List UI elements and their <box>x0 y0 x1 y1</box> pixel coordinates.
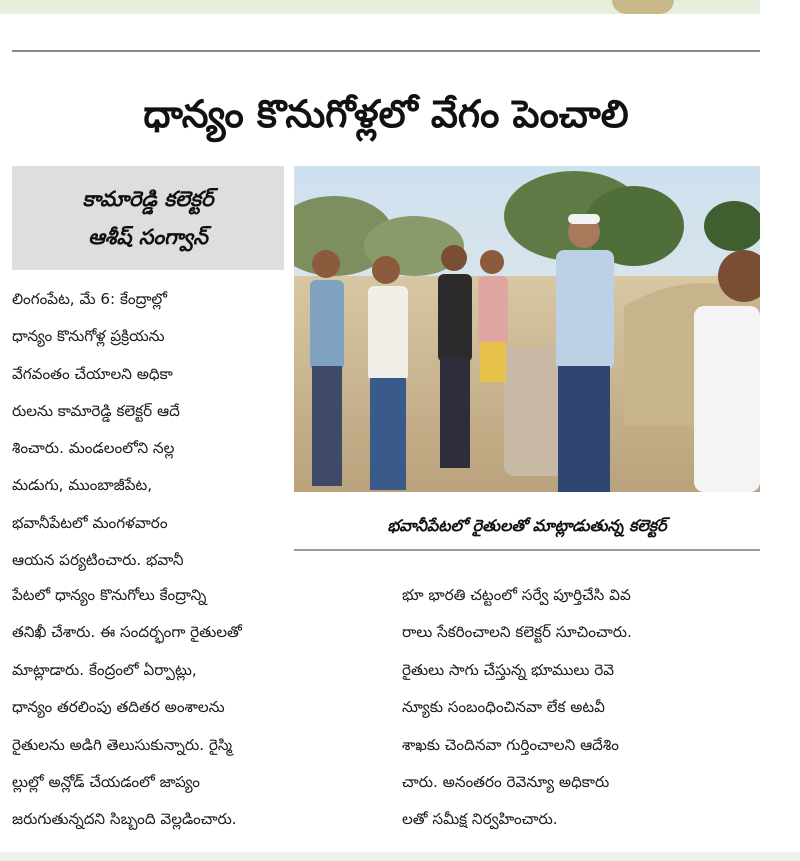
text-line: భవానీపేటలో మంగళవారం <box>12 513 168 532</box>
photo-caption: భవానీపేటలో రైతులతో మాట్లాడుతున్న కలెక్టర్ <box>387 516 667 535</box>
subheading-line-2: ఆశీష్ సంగ్వాన్ <box>88 225 208 249</box>
article-column-2 <box>12 577 384 839</box>
text-line: లతో సమీక్ష నిర్వహించారు. <box>402 810 558 829</box>
article-column-3 <box>402 577 760 839</box>
next-article-strip <box>0 852 800 861</box>
text-line: మడుగు, ముంబాజీపేట, <box>12 476 153 495</box>
article-column-1 <box>12 281 284 579</box>
text-line: ధాన్యం తరలింపు తదితర అంశాలను <box>12 698 225 717</box>
previous-article-strip <box>0 0 760 14</box>
text-line: భూ భారతి చట్టంలో సర్వే పూర్తిచేసి వివ <box>402 586 631 604</box>
text-line: చారు. అనంతరం రెవెన్యూ అధికారు <box>402 773 610 792</box>
text-line: వేగవంతం చేయాలని అధికా <box>12 364 173 383</box>
text-line: రైతులను అడిగి తెలుసుకున్నారు. రైస్మి <box>12 735 233 754</box>
caption-underline <box>294 549 760 551</box>
text-line: పేటలో ధాన్యం కొనుగోలు కేంద్రాన్ని <box>12 586 207 604</box>
article-headline: ధాన్యం కొనుగోళ్లలో వేగం పెంచాలి <box>143 92 629 136</box>
text-line: లింగంపేట, మే 6: కేంద్రాల్లో <box>12 290 167 308</box>
text-line: ధాన్యం కొనుగోళ్ల ప్రక్రియను <box>12 327 165 346</box>
article-subheading-box <box>12 166 284 270</box>
text-line: న్యూకు సంబంధించినవా లేక అటవీ <box>402 698 605 717</box>
text-line: తనిఖీ చేశారు. ఈ సందర్భంగా రైతులతో <box>12 623 242 642</box>
section-divider <box>12 50 760 52</box>
text-line: మాట్లాడారు. కేంద్రంలో ఏర్పాట్లు, <box>12 660 197 679</box>
text-line: రాలు సేకరించాలని కలెక్టర్ సూచించారు. <box>402 623 632 642</box>
previous-article-image-fragment <box>612 0 674 14</box>
text-line: రైతులు సాగు చేస్తున్న భూములు రెవె <box>402 660 615 679</box>
text-line: శాఖకు చెందినవా గుర్తించాలని ఆదేశిం <box>402 735 619 754</box>
text-line: రులను కామారెడ్డి కలెక్టర్ ఆదే <box>12 401 180 420</box>
text-line: శించారు. మండలంలోని నల్ల <box>12 439 175 458</box>
article-photo <box>294 166 760 492</box>
subheading-line-1: కామారెడ్డి కలెక్టర్ <box>82 187 214 211</box>
text-line: ల్లుల్లో అన్లోడ్ చేయడంలో జాప్యం <box>12 773 200 792</box>
text-line: ఆయన పర్యటించారు. భవానీ <box>12 551 184 570</box>
text-line: జరుగుతున్నదని సిబ్బంది వెల్లడించారు. <box>12 810 237 829</box>
photo-collector-with-farmers <box>294 166 760 492</box>
